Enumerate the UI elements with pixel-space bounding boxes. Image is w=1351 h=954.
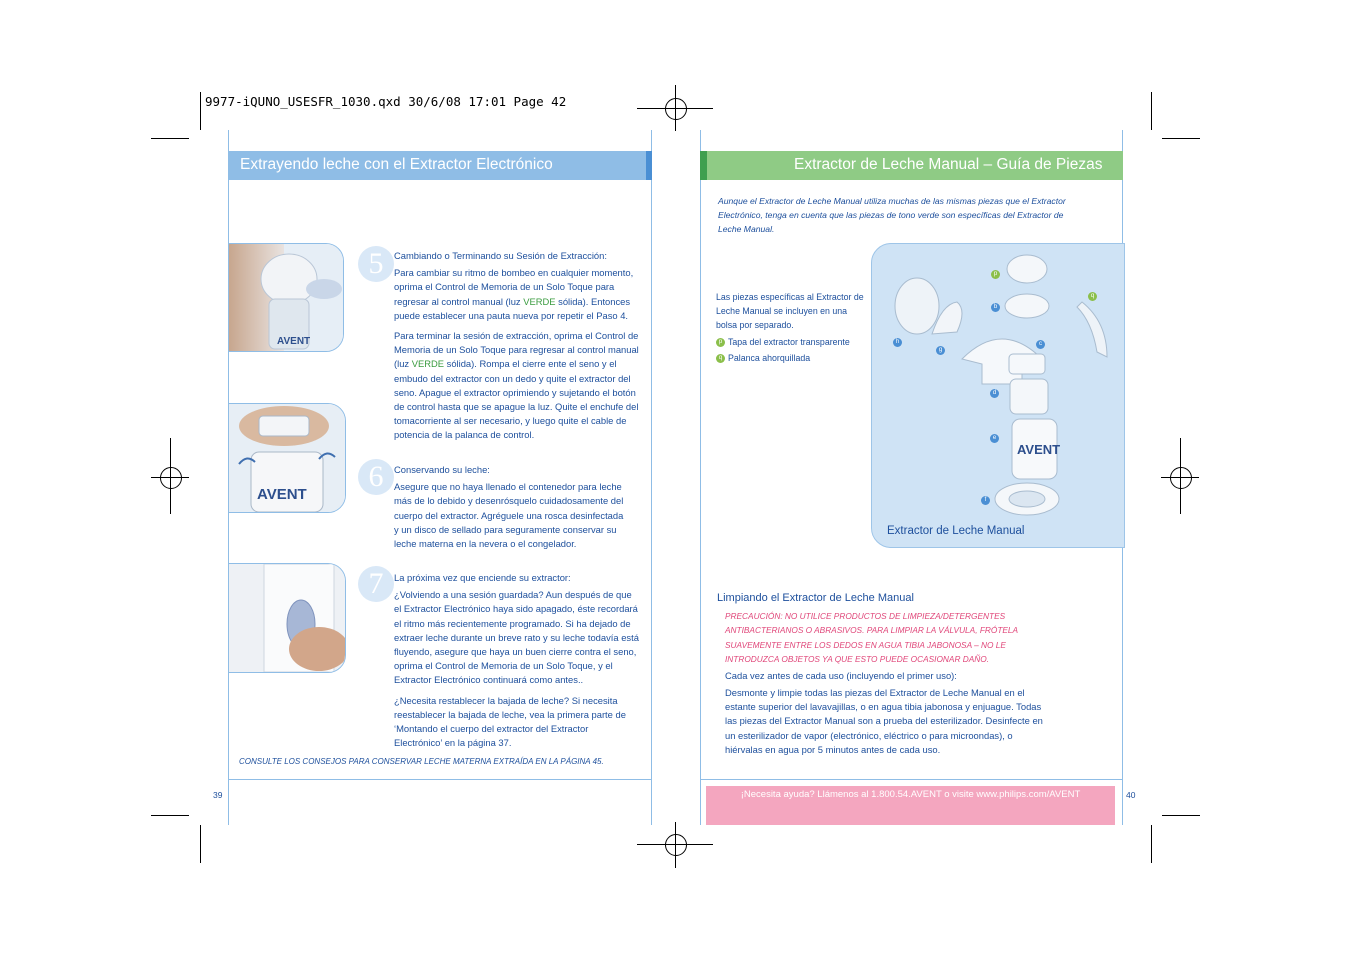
label-e: e: [990, 434, 999, 443]
label-f: f: [981, 496, 990, 505]
avent-logo: AVENT: [277, 336, 311, 347]
step-6-paragraph-1: Asegure que no haya llenado el contenedor para leche más de lo debido y desenrósquelo cuidadosamente del cuerpo del extractor. Agréguele una rosca desinfectada y un disco de sellado para seguramente conservar su leche materna en la nevera o el congelador.: [394, 481, 624, 550]
step-5-title: Cambiando o Terminando su Sesión de Extracción:: [394, 250, 607, 261]
section-header-right: Extractor de Leche Manual – Guía de Piezas: [700, 151, 1123, 180]
cleaning-steps-text: Desmonte y limpie todas las piezas del Extractor de Leche Manual en el estante superior del lavavajillas, o en agua tibia jabonosa y enjuague. Todas las piezas del Extractor Manual son a prueba del esterilizador. Desinfecte en un esterilizador de vapor (electrónico, eléctrico o para microondas), o hiérvalas en agua por 5 minutos antes de cada uso.: [725, 687, 1043, 755]
label-q: q: [1088, 292, 1097, 301]
help-banner: [706, 786, 1115, 825]
step-7-text: [394, 571, 639, 756]
left-page-number: 39: [213, 790, 223, 800]
left-footnote: CONSULTE LOS CONSEJOS PARA CONSERVAR LECHE MATERNA EXTRAÍDA EN LA PÁGINA 45.: [239, 757, 604, 766]
caution-text: PRECAUCIÓN: NO UTILICE PRODUCTOS DE LIMPIEZA/DETERGENTES ANTIBACTERIANOS O ABRASIVOS. PARA LIMPIAR LA VÁLVULA, FRÓTELA SUAVEMENTE ENTRE LOS DEDOS EN AGUA TIBIA JABONOSA – NO LE INTRODUZCA OBJETOS YA QUE ESTO PUEDE OCASIONAR DAÑO.: [725, 611, 1018, 664]
step-6-text: [394, 463, 624, 557]
parts-list: [716, 290, 866, 365]
label-g: g: [936, 346, 945, 355]
right-intro: Aunque el Extractor de Leche Manual utiliza muchas de las mismas piezas que el Extractor Electrónico, tenga en cuenta que las piezas de tono verde son específicas del Extractor de Leche Manual.: [718, 196, 1066, 234]
step-number-6: 6: [358, 459, 394, 495]
step-5-text: [394, 249, 642, 449]
label-p: p: [991, 270, 1000, 279]
avent-logo: AVENT: [257, 486, 307, 503]
label-d: d: [990, 389, 999, 398]
file-slug: 9977-iQUNO_USESFR_1030.qxd 30/6/08 17:01 Page 42: [205, 94, 567, 109]
right-page-number: 40: [1126, 790, 1136, 800]
bottle-photo: [228, 403, 346, 513]
pump-hand-photo: [228, 243, 344, 352]
part-item-p: p Tapa del extractor transparente: [716, 335, 866, 349]
parts-intro: Las piezas específicas al Extractor de Leche Manual se incluyen en una bolsa por separado.: [716, 292, 864, 331]
cleaning-title: Limpiando el Extractor de Leche Manual: [717, 592, 914, 604]
label-c: c: [1036, 340, 1045, 349]
step-number-7: 7: [358, 566, 394, 602]
parts-diagram: [871, 243, 1125, 548]
step-7-paragraph-2: ¿Necesita restablecer la bajada de leche? Si necesita reestablecer la bajada de leche, vea la primera parte de ‘Montando el cuerpo del extractor del Extractor Electrónico’ en la página 37.: [394, 694, 626, 749]
step-7-title: La próxima vez que enciende su extractor:: [394, 572, 571, 583]
each-time-text: Cada vez antes de cada uso (incluyendo el primer uso):: [725, 670, 957, 681]
part-item-q: q Palanca ahorquillada: [716, 351, 866, 365]
avent-logo: AVENT: [1017, 442, 1061, 457]
section-header-left: Extrayendo leche con el Extractor Electrónico: [228, 151, 652, 180]
diagram-caption: Extractor de Leche Manual: [887, 525, 1025, 537]
control-button-photo: [228, 563, 346, 673]
step-number-5: 5: [358, 246, 394, 282]
step-5-paragraph-2: Para terminar la sesión de extracción, oprima el Control de Memoria de un Solo Toque para regresar al control manual (luz VERDE sólida). Rompa el cierre ente el seno y el embudo del extractor con un dedo y quite el extractor del seno. Apague el extractor oprimiendo y sujetando el botón de control hasta que se apague la luz. Quite el enchufe del tomacorriente al ser necesario, y luego quite el cable de potencia de la palanca de control.: [394, 330, 639, 441]
label-b: b: [991, 303, 1000, 312]
step-7-paragraph-1: ¿Volviendo a una sesión guardada? Aun después de que el Extractor Electrónico haya sido apagado, éste recordará el ritmo más recientemente programado. Si ha dejado de extraer leche durante un breve rato y su leche todavía está fluyendo, asegure que haya un buen cierre contra el seno, oprima el Control de Memoria de un Solo Toque, y el Extractor Electrónico continuará como antes..: [394, 589, 639, 686]
label-h: h: [893, 338, 902, 347]
step-6-title: Conservando su leche:: [394, 464, 490, 475]
help-text: ¡Necesita ayuda? Llámenos al 1.800.54.AVENT o visite www.philips.com/AVENT: [740, 789, 1081, 800]
step-5-paragraph-1: Para cambiar su ritmo de bombeo en cualquier momento, oprima el Control de Memoria de un Solo Toque para regresar al control manual (luz VERDE sólida). Entonces puede establecer una pauta nueva por repetir el Paso 4.: [394, 267, 634, 321]
